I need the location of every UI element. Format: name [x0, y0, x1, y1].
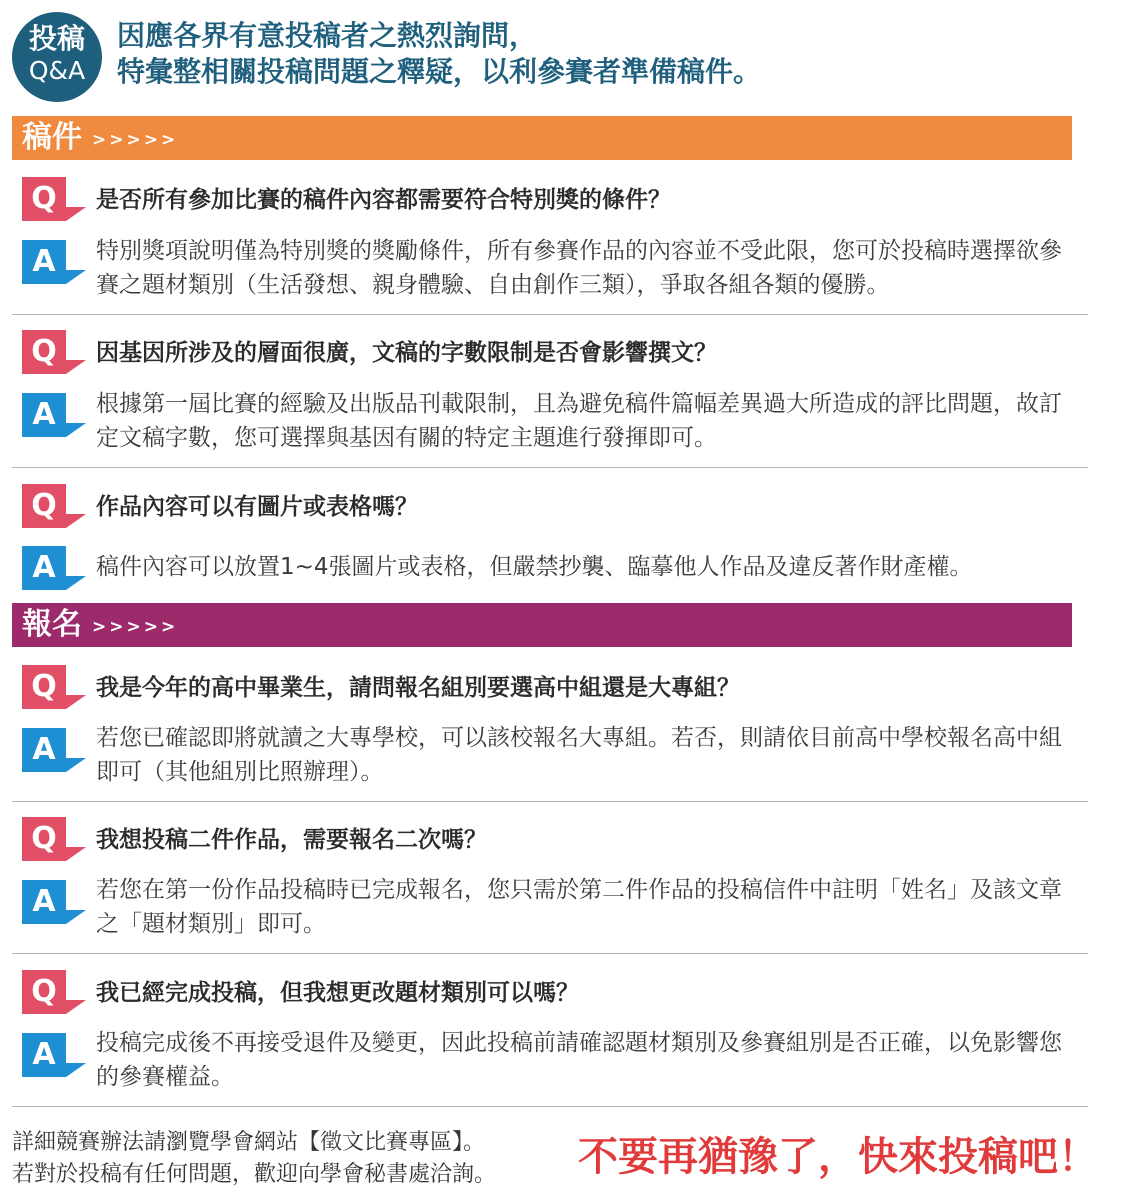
section-arrows: >>>>>	[92, 130, 179, 150]
section-bar-registration	[12, 603, 1072, 647]
answer-text: 若您已確認即將就讀之大專學校，可以該校報名大專組。若否，則請依目前高中學校報名高中組即可（其他組別比照辦理）。	[96, 725, 1062, 785]
divider	[12, 1106, 1088, 1107]
question-icon-tail	[66, 360, 86, 374]
answer-icon: A	[22, 1033, 66, 1077]
intro-text	[117, 18, 761, 90]
question-text: 我已經完成投稿，但我想更改題材類別可以嗎？	[96, 980, 579, 1006]
badge-title: 投稿	[28, 22, 85, 55]
question-text: 我想投稿二件作品，需要報名二次嗎？	[96, 827, 487, 853]
answer-icon: A	[22, 728, 66, 772]
answer-icon: A	[22, 546, 66, 590]
answer-icon: A	[22, 393, 66, 437]
answer-icon-tail	[66, 423, 86, 437]
intro-line-2: 特彙整相關投稿問題之釋疑，以利參賽者準備稿件。	[117, 55, 762, 88]
answer-icon: A	[22, 240, 66, 284]
footer-note	[12, 1127, 496, 1191]
intro-line-1: 因應各界有意投稿者之熱烈詢問，	[117, 19, 538, 52]
badge-subtitle: Q&A	[28, 56, 86, 85]
divider	[12, 801, 1088, 802]
divider	[12, 467, 1088, 468]
answer-text: 投稿完成後不再接受退件及變更，因此投稿前請確認題材類別及參賽組別是否正確，以免影響您的參賽權益。	[96, 1030, 1062, 1090]
call-to-action: 不要再猶豫了，快來投稿吧！	[578, 1134, 1098, 1180]
answer-text: 根據第一屆比賽的經驗及出版品刊載限制，且為避免稿件篇幅差異過大所造成的評比問題，故訂定文稿字數，您可選擇與基因有關的特定主題進行發揮即可。	[96, 391, 1062, 451]
question-icon: Q	[22, 970, 66, 1014]
answer-icon-tail	[66, 1063, 86, 1077]
answer-text: 特別獎項說明僅為特別獎的獎勵條件，所有參賽作品的內容並不受此限，您可於投稿時選擇欲參賽之題材類別（生活發想、親身體驗、自由創作三類），爭取各組各類的優勝。	[96, 238, 1062, 298]
footer-line-2: 若對於投稿有任何問題，歡迎向學會秘書處洽詢。	[12, 1162, 497, 1187]
question-icon-tail	[66, 1000, 86, 1014]
question-icon-tail	[66, 847, 86, 861]
answer-icon-tail	[66, 910, 86, 924]
footer-line-1: 詳細競賽辦法請瀏覽學會網站【徵文比賽專區】。	[12, 1130, 486, 1155]
section-title: 稿件	[22, 120, 82, 155]
section-arrows: >>>>>	[92, 617, 179, 637]
question-icon: Q	[22, 817, 66, 861]
answer-icon-tail	[66, 270, 86, 284]
answer-icon-tail	[66, 576, 86, 590]
section-bar-manuscript	[12, 116, 1072, 160]
answer-text: 稿件內容可以放置1~4張圖片或表格，但嚴禁抄襲、臨摹他人作品及違反著作財產權。	[96, 554, 973, 580]
divider	[12, 314, 1088, 315]
page-header	[12, 12, 1112, 107]
question-icon-tail	[66, 514, 86, 528]
question-icon-tail	[66, 695, 86, 709]
question-icon-tail	[66, 207, 86, 221]
question-icon: Q	[22, 484, 66, 528]
question-text: 我是今年的高中畢業生，請問報名組別要選高中組還是大專組？	[96, 675, 740, 701]
question-text: 因基因所涉及的層面很廣，文稿的字數限制是否會影響撰文？	[96, 340, 717, 366]
qa-badge	[12, 12, 102, 102]
divider	[12, 953, 1088, 954]
question-icon: Q	[22, 177, 66, 221]
question-icon: Q	[22, 330, 66, 374]
question-icon: Q	[22, 665, 66, 709]
section-title: 報名	[22, 607, 82, 642]
answer-text: 若您在第一份作品投稿時已完成報名，您只需於第二件作品的投稿信件中註明「姓名」及該文章之「題材類別」即可。	[96, 877, 1062, 937]
answer-icon-tail	[66, 758, 86, 772]
answer-icon: A	[22, 880, 66, 924]
question-text: 是否所有參加比賽的稿件內容都需要符合特別獎的條件？	[96, 187, 671, 213]
question-text: 作品內容可以有圖片或表格嗎？	[96, 494, 418, 520]
